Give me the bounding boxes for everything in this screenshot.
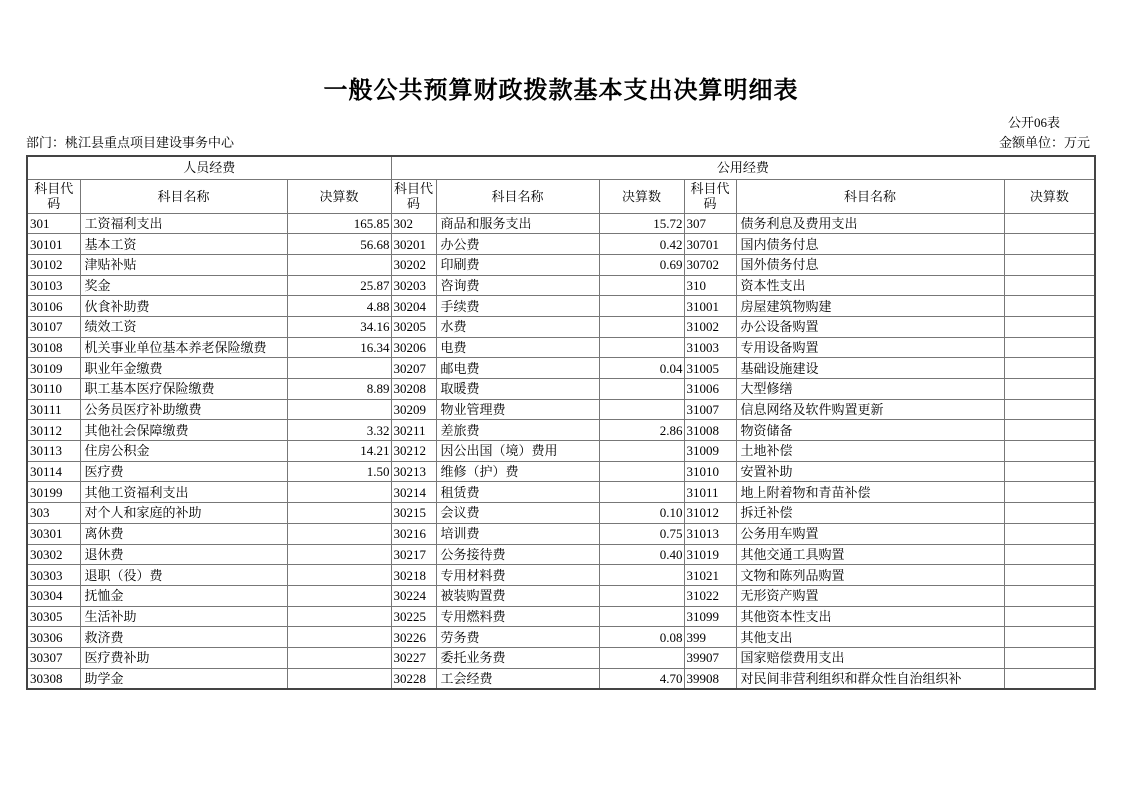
cell-value (1004, 275, 1095, 296)
cell-value (1004, 234, 1095, 255)
cell-value: 56.68 (287, 234, 391, 255)
cell-code: 30212 (391, 441, 436, 462)
cell-name: 房屋建筑物购建 (736, 296, 1004, 317)
cell-code: 31099 (684, 606, 736, 627)
cell-value (1004, 316, 1095, 337)
table-row (27, 234, 1095, 255)
cell-name: 取暖费 (436, 379, 599, 400)
page-title: 一般公共预算财政拨款基本支出决算明细表 (323, 77, 799, 104)
cell-value: 0.40 (599, 544, 684, 565)
table-row (27, 668, 1095, 689)
cell-name: 被装购置费 (436, 585, 599, 606)
cell-code: 30208 (391, 379, 436, 400)
cell-code: 30307 (27, 647, 80, 668)
cell-name: 津贴补贴 (80, 254, 287, 275)
table-row (27, 275, 1095, 296)
cell-code: 31022 (684, 585, 736, 606)
cell-code: 30214 (391, 482, 436, 503)
cell-name: 劳务费 (436, 627, 599, 648)
cell-value (1004, 254, 1095, 275)
cell-value: 1.50 (287, 461, 391, 482)
cell-code: 30201 (391, 234, 436, 255)
table-row (27, 544, 1095, 565)
cell-name: 基本工资 (80, 234, 287, 255)
cell-code: 303 (27, 503, 80, 524)
expenditure-table (26, 155, 1096, 690)
cell-value (599, 647, 684, 668)
cell-code: 31006 (684, 379, 736, 400)
cell-name: 租赁费 (436, 482, 599, 503)
col-header-subject-name-2: 科目名称 (436, 179, 599, 213)
cell-name: 商品和服务支出 (436, 213, 599, 234)
cell-code: 30114 (27, 461, 80, 482)
cell-code: 31001 (684, 296, 736, 317)
cell-name: 其他社会保障缴费 (80, 420, 287, 441)
cell-value (1004, 544, 1095, 565)
cell-name: 专用设备购置 (736, 337, 1004, 358)
cell-value: 2.86 (599, 420, 684, 441)
cell-value (1004, 565, 1095, 586)
table-row (27, 482, 1095, 503)
table-row (27, 213, 1095, 234)
cell-code: 30107 (27, 316, 80, 337)
cell-code: 301 (27, 213, 80, 234)
column-header-row (27, 179, 1095, 213)
cell-code: 30213 (391, 461, 436, 482)
cell-code: 30216 (391, 523, 436, 544)
cell-value (1004, 399, 1095, 420)
table-row (27, 647, 1095, 668)
cell-code: 31010 (684, 461, 736, 482)
cell-code: 30202 (391, 254, 436, 275)
cell-value (599, 275, 684, 296)
department-label: 部门：桃江县重点项目建设事务中心 (26, 135, 235, 150)
table-row (27, 296, 1095, 317)
cell-name: 培训费 (436, 523, 599, 544)
cell-value (599, 399, 684, 420)
table-row (27, 379, 1095, 400)
cell-value (599, 606, 684, 627)
cell-code: 30103 (27, 275, 80, 296)
cell-value: 0.42 (599, 234, 684, 255)
cell-code: 31003 (684, 337, 736, 358)
table-row (27, 399, 1095, 420)
cell-name: 其他支出 (736, 627, 1004, 648)
cell-code: 30218 (391, 565, 436, 586)
cell-code: 30111 (27, 399, 80, 420)
table-row (27, 316, 1095, 337)
cell-name: 手续费 (436, 296, 599, 317)
cell-value (1004, 585, 1095, 606)
cell-code: 30702 (684, 254, 736, 275)
col-header-subject-code-1: 科目代码 (27, 179, 80, 213)
cell-name: 债务利息及费用支出 (736, 213, 1004, 234)
cell-name: 退职（役）费 (80, 565, 287, 586)
table-body (27, 213, 1095, 689)
cell-name: 电费 (436, 337, 599, 358)
cell-value (1004, 379, 1095, 400)
cell-code: 31009 (684, 441, 736, 462)
cell-code: 30205 (391, 316, 436, 337)
table-row (27, 523, 1095, 544)
cell-code: 30211 (391, 420, 436, 441)
cell-name: 差旅费 (436, 420, 599, 441)
cell-code: 30305 (27, 606, 80, 627)
cell-value (599, 482, 684, 503)
cell-name: 救济费 (80, 627, 287, 648)
cell-value (287, 668, 391, 689)
cell-value (1004, 668, 1095, 689)
cell-code: 39908 (684, 668, 736, 689)
cell-name: 物资储备 (736, 420, 1004, 441)
cell-name: 离休费 (80, 523, 287, 544)
col-header-final-amount-2: 决算数 (599, 179, 684, 213)
cell-code: 30304 (27, 585, 80, 606)
cell-code: 307 (684, 213, 736, 234)
cell-name: 办公费 (436, 234, 599, 255)
cell-code: 30226 (391, 627, 436, 648)
col-header-final-amount-1: 决算数 (287, 179, 391, 213)
cell-value (287, 523, 391, 544)
cell-code: 30112 (27, 420, 80, 441)
cell-value (1004, 482, 1095, 503)
cell-value (599, 461, 684, 482)
cell-name: 文物和陈列品购置 (736, 565, 1004, 586)
cell-code: 30106 (27, 296, 80, 317)
cell-name: 物业管理费 (436, 399, 599, 420)
cell-value (1004, 627, 1095, 648)
cell-value (599, 379, 684, 400)
cell-name: 安置补助 (736, 461, 1004, 482)
cell-value: 0.10 (599, 503, 684, 524)
cell-name: 其他工资福利支出 (80, 482, 287, 503)
cell-name: 对个人和家庭的补助 (80, 503, 287, 524)
cell-code: 30215 (391, 503, 436, 524)
col-header-subject-code-3: 科目代码 (684, 179, 736, 213)
cell-value (599, 565, 684, 586)
cell-code: 30228 (391, 668, 436, 689)
cell-value (1004, 213, 1095, 234)
cell-value: 8.89 (287, 379, 391, 400)
cell-name: 工资福利支出 (80, 213, 287, 234)
table-row (27, 627, 1095, 648)
cell-name: 国家赔偿费用支出 (736, 647, 1004, 668)
cell-value (599, 316, 684, 337)
cell-name: 住房公积金 (80, 441, 287, 462)
cell-value: 4.88 (287, 296, 391, 317)
cell-value: 165.85 (287, 213, 391, 234)
table-row (27, 254, 1095, 275)
cell-code: 30102 (27, 254, 80, 275)
cell-name: 水费 (436, 316, 599, 337)
cell-name: 咨询费 (436, 275, 599, 296)
cell-name: 退休费 (80, 544, 287, 565)
unit-label: 金额单位：万元 (998, 135, 1090, 150)
group-header-public: 公用经费 (391, 156, 1095, 179)
table-row (27, 606, 1095, 627)
cell-name: 职工基本医疗保险缴费 (80, 379, 287, 400)
table-head (27, 156, 1095, 213)
cell-name: 职业年金缴费 (80, 358, 287, 379)
cell-code: 302 (391, 213, 436, 234)
cell-name: 国外债务付息 (736, 254, 1004, 275)
cell-code: 30110 (27, 379, 80, 400)
cell-name: 地上附着物和青苗补偿 (736, 482, 1004, 503)
cell-name: 其他交通工具购置 (736, 544, 1004, 565)
cell-value (287, 482, 391, 503)
table-row (27, 585, 1095, 606)
cell-value (287, 565, 391, 586)
cell-value: 14.21 (287, 441, 391, 462)
cell-name: 无形资产购置 (736, 585, 1004, 606)
cell-name: 其他资本性支出 (736, 606, 1004, 627)
cell-value (1004, 503, 1095, 524)
cell-value (287, 627, 391, 648)
cell-code: 30203 (391, 275, 436, 296)
cell-code: 30108 (27, 337, 80, 358)
cell-name: 公务用车购置 (736, 523, 1004, 544)
cell-name: 抚恤金 (80, 585, 287, 606)
group-header-personnel: 人员经费 (27, 156, 391, 179)
cell-code: 399 (684, 627, 736, 648)
cell-name: 医疗费 (80, 461, 287, 482)
cell-name: 大型修缮 (736, 379, 1004, 400)
cell-name: 会议费 (436, 503, 599, 524)
col-header-subject-code-2: 科目代码 (391, 179, 436, 213)
cell-code: 31007 (684, 399, 736, 420)
cell-value (287, 254, 391, 275)
cell-name: 公务员医疗补助缴费 (80, 399, 287, 420)
cell-value: 25.87 (287, 275, 391, 296)
cell-name: 奖金 (80, 275, 287, 296)
cell-name: 绩效工资 (80, 316, 287, 337)
cell-value: 0.69 (599, 254, 684, 275)
cell-code: 30109 (27, 358, 80, 379)
cell-value: 16.34 (287, 337, 391, 358)
cell-code: 31013 (684, 523, 736, 544)
cell-name: 机关事业单位基本养老保险缴费 (80, 337, 287, 358)
cell-name: 公务接待费 (436, 544, 599, 565)
cell-code: 30227 (391, 647, 436, 668)
cell-name: 医疗费补助 (80, 647, 287, 668)
cell-name: 委托业务费 (436, 647, 599, 668)
meta-row (26, 135, 1090, 151)
cell-value (1004, 441, 1095, 462)
cell-value: 34.16 (287, 316, 391, 337)
cell-code: 310 (684, 275, 736, 296)
cell-name: 因公出国（境）费用 (436, 441, 599, 462)
cell-code: 30113 (27, 441, 80, 462)
cell-value (599, 296, 684, 317)
table-row (27, 565, 1095, 586)
cell-code: 30701 (684, 234, 736, 255)
cell-value (287, 585, 391, 606)
cell-name: 对民间非营利组织和群众性自治组织补 (736, 668, 1004, 689)
col-header-final-amount-3: 决算数 (1004, 179, 1095, 213)
table-row (27, 337, 1095, 358)
cell-value: 0.04 (599, 358, 684, 379)
cell-code: 30207 (391, 358, 436, 379)
cell-name: 助学金 (80, 668, 287, 689)
cell-value (287, 544, 391, 565)
cell-value (1004, 337, 1095, 358)
cell-code: 31005 (684, 358, 736, 379)
cell-code: 39907 (684, 647, 736, 668)
cell-value: 15.72 (599, 213, 684, 234)
cell-name: 土地补偿 (736, 441, 1004, 462)
cell-code: 31012 (684, 503, 736, 524)
table-row (27, 461, 1095, 482)
cell-code: 30301 (27, 523, 80, 544)
cell-code: 30199 (27, 482, 80, 503)
cell-name: 印刷费 (436, 254, 599, 275)
cell-code: 31011 (684, 482, 736, 503)
cell-code: 30217 (391, 544, 436, 565)
cell-value (1004, 358, 1095, 379)
cell-code: 30204 (391, 296, 436, 317)
cell-value (287, 358, 391, 379)
cell-code: 30306 (27, 627, 80, 648)
table-row (27, 503, 1095, 524)
cell-value: 0.08 (599, 627, 684, 648)
cell-code: 30224 (391, 585, 436, 606)
cell-value (1004, 461, 1095, 482)
cell-name: 专用材料费 (436, 565, 599, 586)
cell-name: 国内债务付息 (736, 234, 1004, 255)
cell-value (1004, 296, 1095, 317)
cell-name: 工会经费 (436, 668, 599, 689)
cell-name: 邮电费 (436, 358, 599, 379)
cell-name: 办公设备购置 (736, 316, 1004, 337)
cell-value: 4.70 (599, 668, 684, 689)
cell-name: 基础设施建设 (736, 358, 1004, 379)
cell-value (1004, 647, 1095, 668)
cell-name: 伙食补助费 (80, 296, 287, 317)
cell-code: 30302 (27, 544, 80, 565)
table-number-label: 公开06表 (1007, 115, 1060, 130)
cell-value (1004, 420, 1095, 441)
cell-code: 30206 (391, 337, 436, 358)
cell-code: 31008 (684, 420, 736, 441)
cell-value (599, 585, 684, 606)
cell-name: 生活补助 (80, 606, 287, 627)
cell-code: 30308 (27, 668, 80, 689)
cell-value (1004, 523, 1095, 544)
cell-value (287, 647, 391, 668)
col-header-subject-name-1: 科目名称 (80, 179, 287, 213)
group-header-row (27, 156, 1095, 179)
cell-code: 31021 (684, 565, 736, 586)
cell-code: 30303 (27, 565, 80, 586)
cell-name: 资本性支出 (736, 275, 1004, 296)
cell-code: 30101 (27, 234, 80, 255)
table-row (27, 441, 1095, 462)
cell-value (1004, 606, 1095, 627)
cell-value (599, 441, 684, 462)
col-header-subject-name-3: 科目名称 (736, 179, 1004, 213)
cell-code: 30225 (391, 606, 436, 627)
cell-value (599, 337, 684, 358)
cell-name: 维修（护）费 (436, 461, 599, 482)
cell-name: 专用燃料费 (436, 606, 599, 627)
cell-code: 31019 (684, 544, 736, 565)
table-row (27, 420, 1095, 441)
cell-value (287, 399, 391, 420)
table-row (27, 358, 1095, 379)
cell-value: 0.75 (599, 523, 684, 544)
cell-name: 信息网络及软件购置更新 (736, 399, 1004, 420)
cell-name: 拆迁补偿 (736, 503, 1004, 524)
cell-value (287, 606, 391, 627)
cell-code: 31002 (684, 316, 736, 337)
cell-value (287, 503, 391, 524)
cell-value: 3.32 (287, 420, 391, 441)
cell-code: 30209 (391, 399, 436, 420)
